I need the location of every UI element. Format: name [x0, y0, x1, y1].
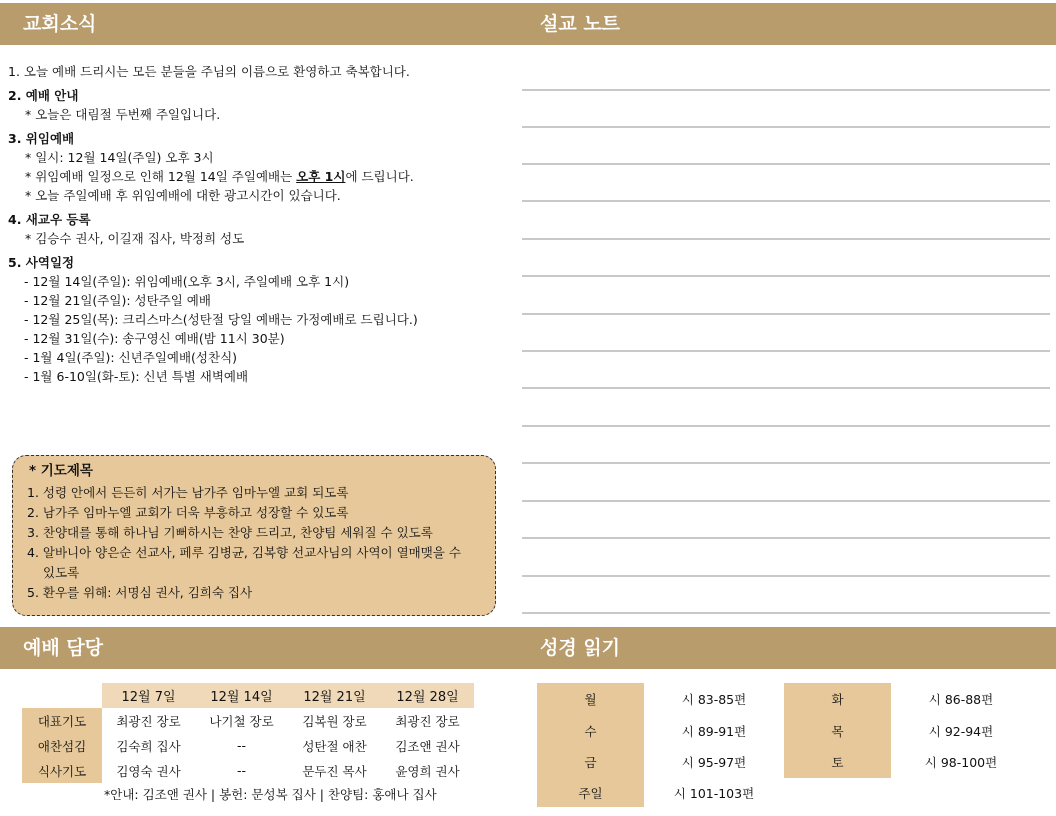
- reading-cell: 시 101-103편: [673, 785, 755, 801]
- table-row: [22, 758, 474, 783]
- note-line: [522, 89, 1050, 91]
- staff-cell: 김영숙 권사: [116, 763, 181, 779]
- news-item-3-line-2: [8, 167, 508, 186]
- note-line: [522, 387, 1050, 389]
- bible-reading-table: [537, 683, 1031, 807]
- day-cell: 월: [537, 683, 644, 715]
- news-item-4-line: * 김승수 권사, 이길재 집사, 박정희 성도: [25, 231, 245, 246]
- day-cell: 목: [784, 715, 891, 746]
- corner-cell: [22, 683, 102, 708]
- staff-cell: 윤영희 권사: [395, 763, 460, 779]
- service-footnote: *안내: 김조앤 권사 | 봉헌: 문성복 집사 | 찬양팀: 홍애나 집사: [104, 787, 437, 802]
- bible-reading-title: 성경 읽기: [540, 637, 621, 659]
- date-header: 12월 7일: [102, 683, 195, 708]
- note-line: [522, 313, 1050, 315]
- news-item-3-line-2-pre: * 위임예배 일정으로 인해 12월 14일 주일예배는: [25, 169, 297, 184]
- table-row: [537, 746, 1031, 778]
- empty-cell: [784, 778, 891, 807]
- prayer-item: 4. 알바니아 양은순 선교사, 페루 김병균, 김복향 선교사님의 사역이 열매맺을 수: [27, 545, 461, 560]
- prayer-item: 2. 남가주 임마누엘 교회가 더욱 부흥하고 성장할 수 있도록: [27, 505, 349, 520]
- afternoon-1pm-emphasis: 오후 1시: [296, 169, 346, 184]
- staff-cell: --: [236, 738, 247, 753]
- prayer-title: * 기도제목: [29, 463, 93, 479]
- prayer-item: 5. 환우를 위해: 서명심 권사, 김희숙 집사: [27, 585, 253, 600]
- reading-cell: 시 83-85편: [681, 692, 747, 707]
- note-line: [522, 537, 1050, 539]
- day-cell: 토: [784, 746, 891, 778]
- day-cell: 화: [784, 683, 891, 715]
- note-line: [522, 612, 1050, 614]
- role-cell: 식사기도: [22, 758, 102, 783]
- news-item-2-title: 2. 예배 안내: [8, 88, 79, 103]
- staff-cell: 김숙희 집사: [116, 738, 181, 754]
- note-line: [522, 275, 1050, 277]
- prayer-item: 1. 성령 안에서 든든히 서가는 남가주 임마누엘 교회 되도록: [27, 485, 349, 500]
- reading-cell: 시 95-97편: [681, 755, 747, 770]
- note-line: [522, 126, 1050, 128]
- prayer-item: 3. 찬양대를 통해 하나님 기뻐하시는 찬양 드리고, 찬양팀 세워질 수 있도록: [27, 525, 433, 540]
- date-header-row: [22, 683, 474, 708]
- staff-cell: 최광진 장로: [116, 713, 181, 729]
- staff-cell: 김조앤 권사: [395, 738, 460, 754]
- church-news: [8, 62, 508, 386]
- day-cell: 금: [537, 746, 644, 778]
- service-staff-title: 예배 담당: [23, 637, 104, 659]
- news-title: 교회소식: [23, 13, 97, 35]
- note-line: [522, 238, 1050, 240]
- role-cell: 대표기도: [22, 708, 102, 733]
- news-item-3-line-1: * 일시: 12월 14일(주일) 오후 3시: [25, 150, 214, 165]
- schedule-line: - 1월 6-10일(화-토): 신년 특별 새벽예배: [24, 369, 249, 384]
- day-cell: 수: [537, 715, 644, 746]
- date-header: 12월 14일: [195, 683, 288, 708]
- day-cell: 주일: [537, 778, 644, 807]
- staff-cell: 나기철 장로: [209, 713, 274, 729]
- news-item-3-line-2-post: 에 드립니다.: [345, 169, 414, 184]
- schedule-line: - 12월 31일(수): 송구영신 예배(밤 11시 30분): [24, 331, 285, 346]
- date-header: 12월 28일: [381, 683, 474, 708]
- service-staff-table: [22, 683, 474, 783]
- table-row: [537, 778, 1031, 807]
- prayer-item-continuation: 있도록: [43, 565, 80, 580]
- news-item-5-title: 5. 사역일정: [8, 255, 75, 270]
- table-row: [537, 715, 1031, 746]
- staff-cell: 성탄절 애찬: [302, 738, 367, 754]
- reading-cell: 시 89-91편: [681, 723, 747, 739]
- service-staff-header: [0, 627, 528, 669]
- reading-cell: 시 86-88편: [928, 692, 994, 707]
- bible-reading-header: [528, 627, 1056, 669]
- reading-cell: 시 98-100편: [924, 755, 998, 770]
- news-item-2-line: * 오늘은 대림절 두번째 주일입니다.: [25, 107, 221, 122]
- news-header: [0, 3, 528, 45]
- table-row: [22, 708, 474, 733]
- staff-cell: 최광진 장로: [395, 713, 460, 729]
- sermon-note-title: 설교 노트: [540, 13, 621, 35]
- reading-cell: 시 92-94편: [928, 723, 994, 739]
- table-row: [22, 733, 474, 758]
- note-line: [522, 500, 1050, 502]
- prayer-requests-box: [12, 455, 496, 616]
- sermon-note-header: [528, 3, 1056, 45]
- empty-cell: [891, 778, 1031, 807]
- staff-cell: --: [236, 763, 247, 778]
- news-item-4-title: 4. 새교우 등록: [8, 212, 91, 227]
- schedule-line: - 1월 4일(주일): 신년주일예배(성찬식): [24, 350, 238, 365]
- note-line: [522, 462, 1050, 464]
- news-item-1: 1. 오늘 예배 드리시는 모든 분들을 주님의 이름으로 환영하고 축복합니다.: [8, 64, 410, 79]
- note-line: [522, 575, 1050, 577]
- note-line: [522, 350, 1050, 352]
- news-item-3-line-3: * 오늘 주일예배 후 위임예배에 대한 광고시간이 있습니다.: [25, 188, 341, 203]
- schedule-line: - 12월 14일(주일): 위임예배(오후 3시, 주일예배 오후 1시): [24, 274, 350, 289]
- note-line: [522, 163, 1050, 165]
- schedule-line: - 12월 21일(주일): 성탄주일 예배: [24, 293, 211, 308]
- note-line: [522, 200, 1050, 202]
- date-header: 12월 21일: [288, 683, 381, 708]
- note-line: [522, 425, 1050, 427]
- table-row: [537, 683, 1031, 715]
- staff-cell: 문두진 목사: [302, 763, 367, 779]
- role-cell: 애찬섬김: [22, 733, 102, 758]
- staff-cell: 김복원 장로: [302, 713, 367, 729]
- schedule-line: - 12월 25일(목): 크리스마스(성탄절 당일 예배는 가정예배로 드립니다.): [24, 312, 418, 327]
- news-item-3-title: 3. 위임예배: [8, 131, 75, 146]
